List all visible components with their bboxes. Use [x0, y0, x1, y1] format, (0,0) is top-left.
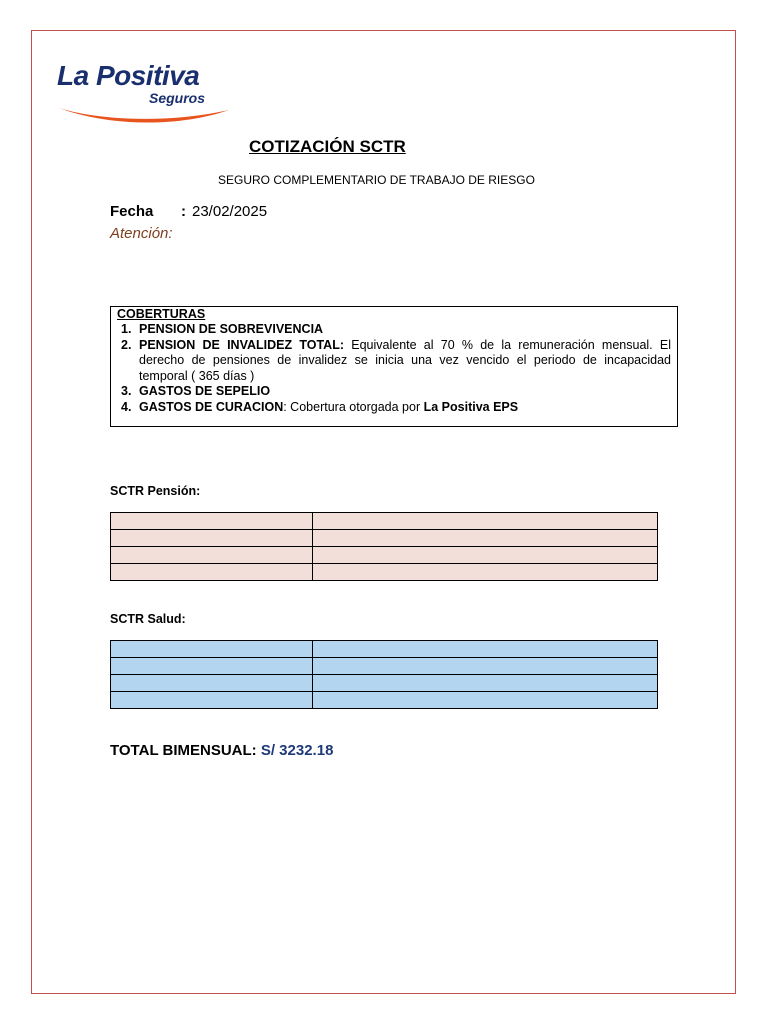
coverage-item-description: : Cobertura otorgada por	[283, 399, 424, 414]
table-cell	[313, 530, 658, 547]
salud-section-label: SCTR Salud:	[110, 612, 186, 626]
logo-swoosh-icon	[57, 100, 232, 128]
table-row	[111, 675, 658, 692]
table-row	[111, 547, 658, 564]
table-cell	[313, 564, 658, 581]
table-cell	[313, 658, 658, 675]
coverage-item-title: GASTOS DE CURACION	[139, 399, 284, 414]
coverage-item	[121, 338, 671, 385]
coverage-item	[121, 384, 671, 400]
total-value: S/ 3232.18	[260, 742, 334, 759]
table-cell	[111, 547, 313, 564]
table-row	[111, 692, 658, 709]
coverage-box	[110, 306, 678, 427]
fecha-colon: :	[181, 203, 186, 220]
fecha-value: 23/02/2025	[192, 203, 268, 220]
table-row	[111, 641, 658, 658]
coverage-item-provider: La Positiva EPS	[423, 399, 519, 414]
coverage-item-title: PENSION DE SOBREVIVENCIA	[139, 322, 324, 336]
table-row	[111, 564, 658, 581]
salud-table	[110, 640, 658, 709]
table-cell	[111, 513, 313, 530]
total-line	[110, 742, 333, 759]
atencion-label: Atención:	[110, 225, 173, 242]
pension-section-label: SCTR Pensión:	[110, 484, 201, 498]
fecha-label: Fecha	[110, 203, 154, 220]
table-cell	[313, 675, 658, 692]
coverage-item-number: 3.	[121, 384, 132, 398]
coverage-item-title: GASTOS DE SEPELIO	[139, 384, 271, 398]
table-cell	[111, 564, 313, 581]
coverage-item	[121, 322, 671, 338]
table-cell	[313, 641, 658, 658]
coverage-item-number: 4.	[121, 399, 132, 414]
table-cell	[313, 547, 658, 564]
document-title: COTIZACIÓN SCTR	[249, 137, 406, 156]
coverage-item-description: Equivalente al 70 % de la remuneración mensual. El derecho de pensiones de invalidez se inicia una vez vencido el periodo de incapacidad temporal ( 365 días )	[139, 337, 671, 383]
table-cell	[111, 692, 313, 709]
table-cell	[111, 658, 313, 675]
company-logo	[57, 60, 232, 130]
logo-sub-text: Seguros	[149, 90, 206, 106]
coverage-item-title: PENSION DE INVALIDEZ TOTAL:	[139, 337, 345, 352]
document-subtitle: SEGURO COMPLEMENTARIO DE TRABAJO DE RIESGO	[218, 173, 535, 187]
total-label: TOTAL BIMENSUAL:	[110, 742, 257, 759]
table-row	[111, 513, 658, 530]
table-cell	[111, 641, 313, 658]
table-cell	[111, 675, 313, 692]
coverage-item-number: 2.	[121, 337, 132, 352]
pension-table	[110, 512, 658, 581]
coverage-item	[121, 400, 671, 416]
table-cell	[313, 692, 658, 709]
table-cell	[313, 513, 658, 530]
table-row	[111, 530, 658, 547]
logo-brand-text: La Positiva	[57, 60, 200, 91]
table-cell	[111, 530, 313, 547]
coverage-item-number: 1.	[121, 322, 132, 336]
coverage-heading: COBERTURAS	[117, 307, 206, 321]
coverage-list	[121, 322, 671, 415]
table-row	[111, 658, 658, 675]
